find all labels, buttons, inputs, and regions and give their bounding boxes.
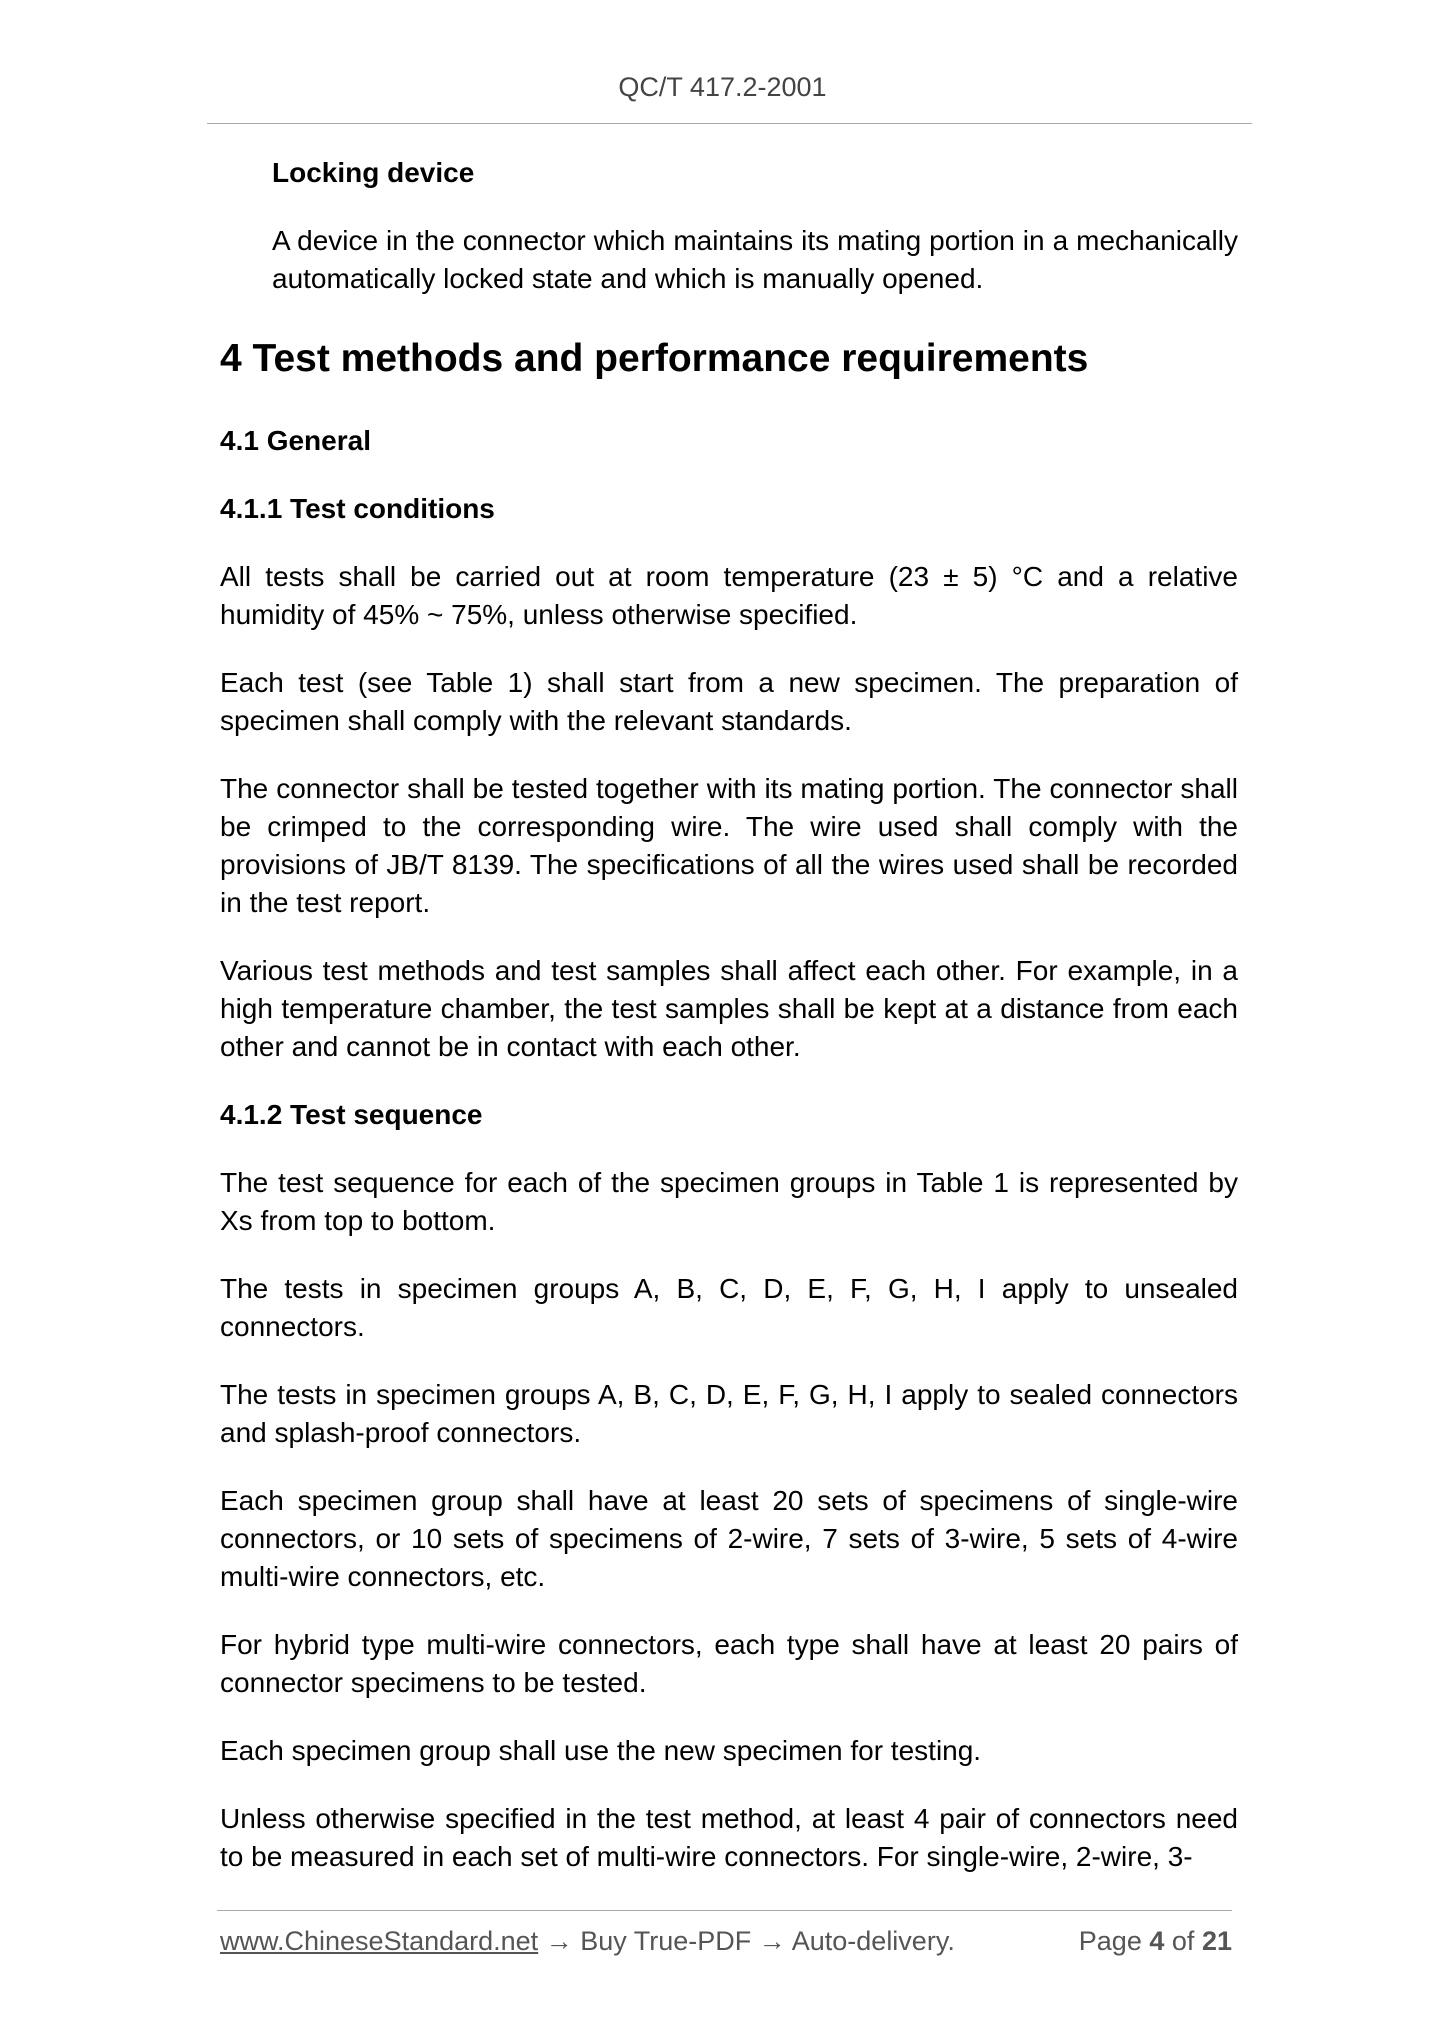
page-content	[220, 154, 1238, 1906]
paragraph: Various test methods and test samples shall affect each other. For example, in a high temperature chamber, the test samples shall be kept at a distance from each other and cannot be in contact with each other.	[220, 955, 1238, 1062]
page-total: 21	[1201, 1926, 1232, 1956]
term-title: Locking device	[272, 157, 475, 188]
paragraph: Each test (see Table 1) shall start from a new specimen. The preparation of specimen shall comply with the relevant standards.	[220, 667, 1238, 736]
section-4-1-1-heading: 4.1.1 Test conditions	[220, 493, 495, 524]
section-4-heading: 4 Test methods and performance requirements	[220, 337, 1089, 380]
paragraph: The tests in specimen groups A, B, C, D, E, F, G, H, I apply to sealed connectors and splash-proof connectors.	[220, 1379, 1238, 1448]
paragraph: The tests in specimen groups A, B, C, D, E, F, G, H, I apply to unsealed connectors.	[220, 1273, 1238, 1342]
section-4-1-2-heading: 4.1.2 Test sequence	[220, 1099, 483, 1130]
page-label: Page	[1078, 1926, 1142, 1956]
page-current: 4	[1149, 1926, 1165, 1956]
paragraph: Each specimen group shall have at least 20 sets of specimens of single-wire connectors, or 10 sets of specimens of 2-wire, 7 sets of 3-wire, 5 sets of 4-wire multi-wire connectors, etc.	[220, 1485, 1238, 1592]
footer-promo	[220, 1926, 955, 1957]
header-divider	[207, 123, 1252, 124]
paragraph: The connector shall be tested together with its mating portion. The connector shall be crimped to the corresponding wire. The wire used shall comply with the provisions of JB/T 8139. The specifications of all the wires used shall be recorded in the test report.	[220, 773, 1238, 918]
footer-divider	[217, 1910, 1232, 1911]
paragraph: Unless otherwise specified in the test method, at least 4 pair of connectors need to be measured in each set of multi-wire connectors. For single-wire, 2-wire, 3-	[220, 1803, 1238, 1872]
paragraph: All tests shall be carried out at room temperature (23 ± 5) °C and a relative humidity of 45% ~ 75%, unless otherwise specified.	[220, 561, 1238, 630]
paragraph: Each specimen group shall use the new specimen for testing.	[220, 1735, 982, 1766]
document-id-header: QC/T 417.2-2001	[618, 72, 827, 102]
term-definition: A device in the connector which maintains its mating portion in a mechanically automatically locked state and which is manually opened.	[272, 225, 1238, 294]
website-link[interactable]: www.ChineseStandard.net	[220, 1926, 539, 1956]
paragraph: For hybrid type multi-wire connectors, each type shall have at least 20 pairs of connector specimens to be tested.	[220, 1629, 1238, 1698]
page-of-label: of	[1171, 1926, 1195, 1956]
paragraph: The test sequence for each of the specimen groups in Table 1 is represented by Xs from top to bottom.	[220, 1167, 1238, 1236]
footer-promo-text: → Buy True-PDF → Auto-delivery.	[538, 1926, 955, 1956]
page-indicator	[1079, 1926, 1232, 1957]
section-4-1-heading: 4.1 General	[220, 425, 371, 456]
